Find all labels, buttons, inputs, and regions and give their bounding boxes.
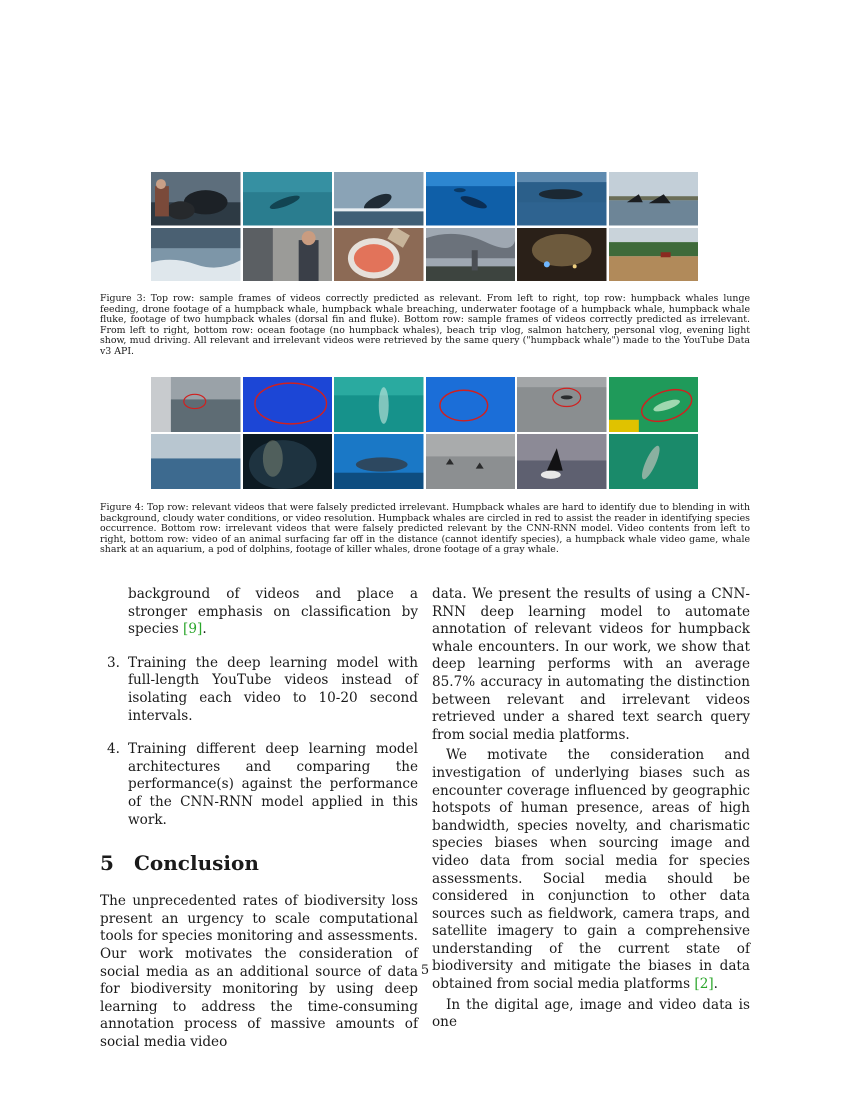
- frame-killer-whales: [517, 434, 607, 489]
- frame-gray-whale-drone: [609, 434, 699, 489]
- figure-3-image-grid: [151, 172, 698, 281]
- frame-grey-surface: [517, 377, 607, 432]
- frame-breaching: [334, 172, 424, 226]
- list-item-text: Training the deep learning model with full-length YouTube videos instead of isolating each video to 10-20 second intervals.: [128, 654, 418, 724]
- frame-dolphins: [426, 434, 516, 489]
- frame-underwater: [426, 172, 516, 226]
- frame-ocean-footage: [151, 228, 241, 282]
- list-item: [100, 655, 418, 725]
- frame-green-water: [609, 377, 699, 432]
- frame-cloudy-blue: [243, 377, 333, 432]
- conclusion-paragraph: The unprecedented rates of biodiversity loss present an urgency to scale computational tools for species monitoring and assessments. Our work motivates the consideration of social media as an additional source of data for biodiversity monitoring by using deep learning to address the time-consuming annotation process of massive amounts of social media video: [100, 893, 418, 1050]
- section-number: 5: [100, 851, 114, 876]
- frame-beach-trip-vlog: [243, 228, 333, 282]
- frame-deep-blue: [426, 377, 516, 432]
- frame-fluke: [517, 172, 607, 226]
- figure-4-image-grid: [151, 377, 698, 489]
- list-item: [100, 741, 418, 829]
- list-item-number: 3.: [107, 654, 120, 671]
- frame-boat-ocean: [151, 377, 241, 432]
- section-title: Conclusion: [134, 851, 259, 876]
- frame-distant-animal: [151, 434, 241, 489]
- citation-link[interactable]: [2]: [694, 976, 714, 993]
- page-number: 5: [420, 963, 430, 978]
- list-continuation: background of videos and place a stronger emphasis on classification by species [9].: [128, 586, 418, 638]
- frame-two-whales: [609, 172, 699, 226]
- paragraph: data. We present the results of using a CNN-RNN deep learning model to automate annotation of relevant videos for humpback whale encounters. In our work, we show that deep learning performs with an average 85.7% accuracy in automating the distinction between relevant and irrelevant videos retrieved under a shared text search query from social media platforms.: [432, 586, 750, 743]
- frame-teal-water: [334, 377, 424, 432]
- left-column: [100, 586, 418, 1051]
- frame-lunge-feeding: [151, 172, 241, 226]
- list-item-number: 4.: [107, 741, 120, 758]
- paragraph: In the digital age, image and video data is one: [432, 996, 750, 1031]
- frame-video-game: [243, 434, 333, 489]
- figure-3-caption: Figure 3: Top row: sample frames of videos correctly predicted as relevant. From left to right, top row: humpback whales lunge feeding, drone footage of a humpback whale, humpback whale breaching, underwater footage of a humpback whale, humpback whale fluke, footage of two humpback whales (dorsal fin and fluke). Bottom row: sample frames of videos correctly predicted as irrelevant. From left to right, bottom row: ocean footage (no humpback whales), beach trip vlog, salmon hatchery, personal vlog, evening light show, mud driving. All relevant and irrelevant videos were retrieved by the same query ("humpback whale") made to the YouTube Data v3 API.: [100, 293, 750, 357]
- frame-evening-light-show: [517, 228, 607, 282]
- paragraph: We motivate the consideration and investigation of underlying biases such as encounter coverage influenced by geographic hotspots of human presence, areas of high bandwidth, species novelty, and charismatic species biases when sourcing image and video data from social media for species assessments. Social media should be considered in conjunction to other data sources such as fieldwork, camera traps, and satellite imagery to gain a comprehensive understanding of the current state of biodiversity and mitigate the biases in data obtained from social media platforms [2].: [432, 747, 750, 993]
- figure-4-caption: Figure 4: Top row: relevant videos that were falsely predicted irrelevant. Humpback whales are hard to identify due to blending in with background, cloudy water conditions, or video resolution. Humpback whales are circled in red to assist the reader in identifying species occurrence. Bottom row: irrelevant videos that were falsely predicted relevant by the CNN-RNN model. Video contents from left to right, bottom row: video of an animal surfacing far off in the distance (cannot identify species), a humpback whale video game, whale shark at an aquarium, a pod of dolphins, footage of killer whales, drone footage of a gray whale.: [100, 502, 750, 556]
- frame-mud-driving: [609, 228, 699, 282]
- section-heading: [100, 851, 418, 875]
- frame-drone-footage: [243, 172, 333, 226]
- frame-personal-vlog: [426, 228, 516, 282]
- frame-whale-shark: [334, 434, 424, 489]
- frame-salmon-hatchery: [334, 228, 424, 282]
- list-item-text: Training different deep learning model architectures and comparing the performance(s) against the performance of the CNN-RNN model applied in this work.: [128, 741, 418, 828]
- citation-link[interactable]: [9]: [183, 621, 203, 638]
